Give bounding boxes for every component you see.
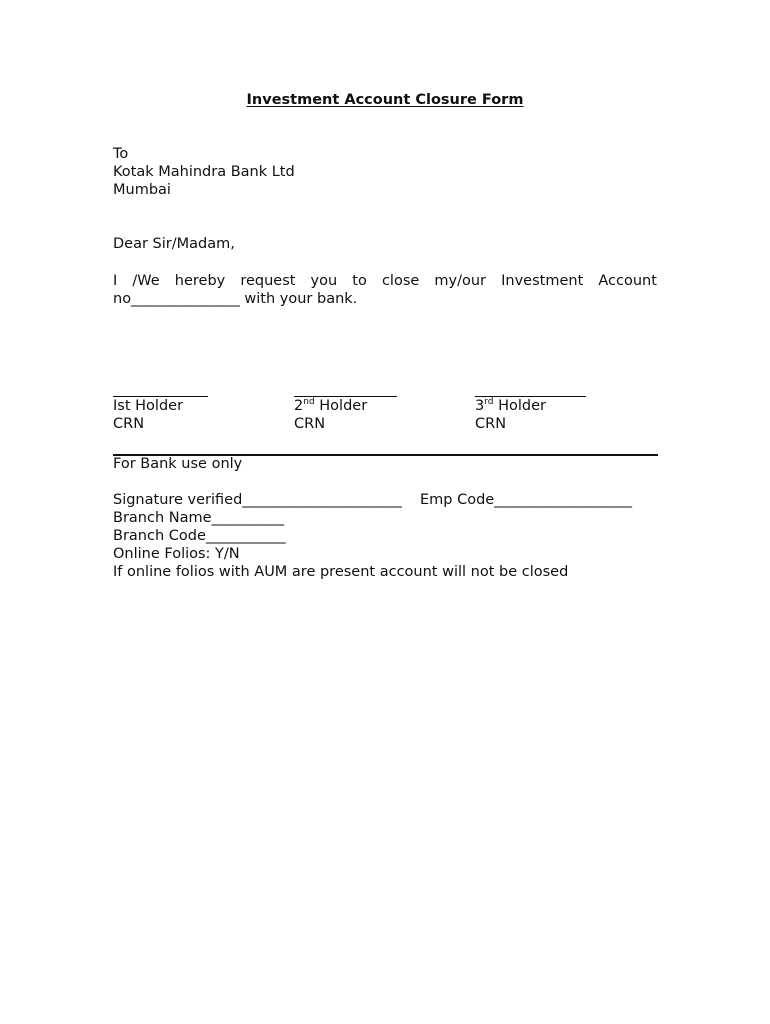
request-word: you [310,273,338,289]
holder-3-crn: CRN [475,416,507,432]
emp-code-field[interactable]: Emp Code___________________ [420,492,632,508]
request-word: hereby [174,273,226,289]
request-word: Investment [501,273,584,289]
request-word: I [113,273,118,289]
request-word: close [381,273,420,289]
bank-use-heading: For Bank use only [113,456,243,472]
request-paragraph [113,272,657,308]
holder-2-crn: CRN [294,416,326,432]
address-city: Mumbai [113,182,171,198]
request-line-1 [113,272,657,290]
request-line-2: no_______________ with your bank. [113,291,358,307]
closure-note: If online folios with AUM are present account will not be closed [113,564,569,580]
request-word: request [240,273,296,289]
request-word: Account [598,273,657,289]
holder-3-label: 3rd Holder [475,397,546,414]
signature-verified-field[interactable]: Signature verified______________________ [113,492,402,508]
address-bank: Kotak Mahindra Bank Ltd [113,164,295,180]
request-word: /We [132,273,160,289]
branch-code-field[interactable]: Branch Code___________ [113,528,286,544]
request-word: my/our [434,273,487,289]
address-to: To [113,146,129,162]
holder-2-label: 2nd Holder [294,397,368,414]
salutation: Dear Sir/Madam, [113,236,235,252]
branch-name-field[interactable]: Branch Name__________ [113,510,285,526]
form-title: Investment Account Closure Form [246,92,524,108]
online-folios-field[interactable]: Online Folios: Y/N [113,546,240,562]
holder-1-crn: CRN [113,416,145,432]
holder-1-label: Ist Holder [113,398,184,414]
holder-1-signature-line[interactable] [113,396,208,397]
request-word: to [352,273,367,289]
